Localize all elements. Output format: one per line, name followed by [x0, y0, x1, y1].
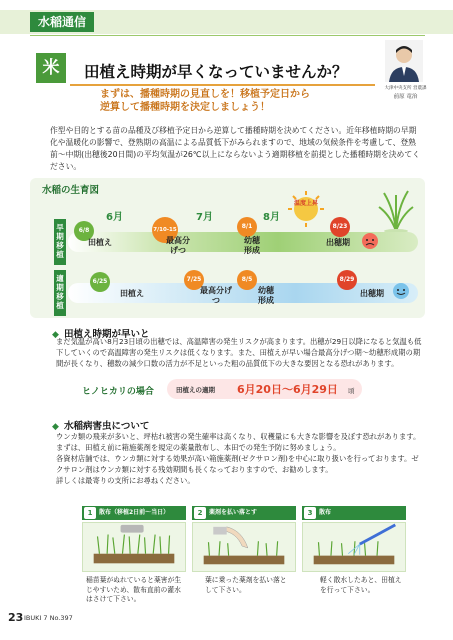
stage-label: 幼穂形成 — [258, 286, 274, 305]
row-label-proper: 適期移植 — [54, 270, 66, 316]
rice-plant-icon — [376, 185, 416, 233]
stage-label: 出穂期 — [360, 289, 384, 298]
article-title: 田植え時期が早くなっていませんか？ — [84, 63, 348, 81]
period-label: 田植えの適期 — [176, 386, 215, 394]
stage-label: 田植え — [88, 238, 112, 247]
hot-face-icon — [361, 232, 379, 250]
step-caption: 稲苗葉がぬれていると薬害が生じやすいため、散布直前の灌水はさけて下さい。 — [86, 576, 182, 603]
title-underline — [70, 84, 375, 86]
author-photo — [385, 40, 423, 82]
section-body: まだ気温が高い8月23日頃の出穂では、高温障害の発生リスクが高まります。出穂が29日以降になると気温も低下していくので高温障害の発生リスクは低くなります。また、田植えが早い場合最高分げつ期～幼穂形成期の期間が長くなり、穂数の減少口数の活力が不足といった粗の品質低下の大きな要因となる恐れがあります。 — [56, 337, 422, 368]
date-badge: 8/5 — [237, 270, 257, 290]
section-tag: 水稲通信 — [30, 12, 94, 32]
date-badge: 8/1 — [237, 217, 257, 237]
period-value: 6月20日～6月29日 — [237, 383, 338, 396]
date-badge: 6/8 — [74, 221, 94, 241]
date-badge: 7/25 — [184, 270, 204, 290]
stage-label: 最高分げつ — [166, 236, 190, 255]
chart-title: 水稲の生育図 — [42, 185, 100, 196]
magazine-issue: IBUKI 7 No.397 — [24, 614, 73, 622]
step-illustration — [302, 522, 406, 572]
row-label-early: 早期移植 — [54, 219, 66, 265]
author-affiliation: 大津中央支所 営農課 — [384, 86, 427, 91]
stage-label: 幼穂形成 — [244, 236, 260, 255]
month-label: 6月 — [106, 212, 123, 223]
stage-label: 出穂期 — [326, 238, 350, 247]
step-header: 2 薬剤を払い落とす — [192, 506, 296, 520]
rice-kanji-icon: 米 — [36, 53, 66, 83]
step-illustration — [192, 522, 296, 572]
date-badge: 6/25 — [90, 272, 110, 292]
variety-label: ヒノヒカリの場合 — [82, 387, 154, 397]
author-name: 前原 竜治 — [393, 94, 418, 100]
page-number: 23 — [8, 611, 24, 624]
date-badge: 7/10-15 — [152, 217, 178, 243]
stage-label: 最高分げつ — [200, 286, 232, 305]
step-header: 3 散布 — [302, 506, 406, 520]
section-heading: ◆ 水稲病害虫について — [52, 421, 150, 432]
month-label: 7月 — [196, 212, 213, 223]
section-body: ウンカ類の飛来が多いと、坪枯れ被害の発生確率は高くなり、収穫量にも大きな影響を及ぼす恐れがあります。 まずは、田植え前に箱施薬剤を規定の薬量散布し、本田での発生予防に努めましょう。 各資材店舗では、ウンカ類に対する効果が高い箱施薬剤(ゼクサロン剤)を中心に取り扱いを行っております。ゼクサロン剤はウンカ類に対する残効期間も長くなっておりますので、お勧めします。 詳しくは最寄りの支所にお尋ねください。 — [56, 432, 421, 485]
step-caption: 葉に乗った薬剤を払い落として下さい。 — [205, 576, 287, 594]
diamond-icon: ◆ — [52, 330, 59, 340]
divider — [30, 35, 425, 36]
step-header: 1 散布（移植2日前～当日） — [82, 506, 186, 520]
stage-label: 田植え — [120, 289, 144, 298]
month-label: 8月 — [263, 212, 280, 223]
step-illustration — [82, 522, 186, 572]
sun-icon — [286, 190, 326, 228]
date-badge: 8/23 — [330, 217, 350, 237]
date-badge: 8/29 — [337, 270, 357, 290]
section-heading: ◆ 田植え時期が早いと — [52, 329, 150, 340]
article-subtitle: まずは、播種時期の見直しを！移植予定日から 逆算して播種時期を決定しましょう！ — [100, 89, 310, 113]
step-caption: 軽く散水したあと、田植えを行って下さい。 — [320, 576, 402, 594]
heat-label: 温度上昇 — [293, 200, 318, 207]
period-suffix: 頃 — [348, 387, 355, 395]
diamond-icon: ◆ — [52, 422, 59, 432]
intro-paragraph: 作型や目的とする苗の品種及び移植予定日から逆算して播種時期を決めてください。近年移植時期の早期化や温暖化の影響で、登熟期の高温による品質低下がみられますので、地域の気候条件を考慮して、登熟前～中期(出穂後20日間)の平均気温が26℃以上にならないよう適期移植を前提とした播種時期を決めてください。 — [50, 126, 420, 171]
cool-face-icon — [392, 282, 410, 300]
